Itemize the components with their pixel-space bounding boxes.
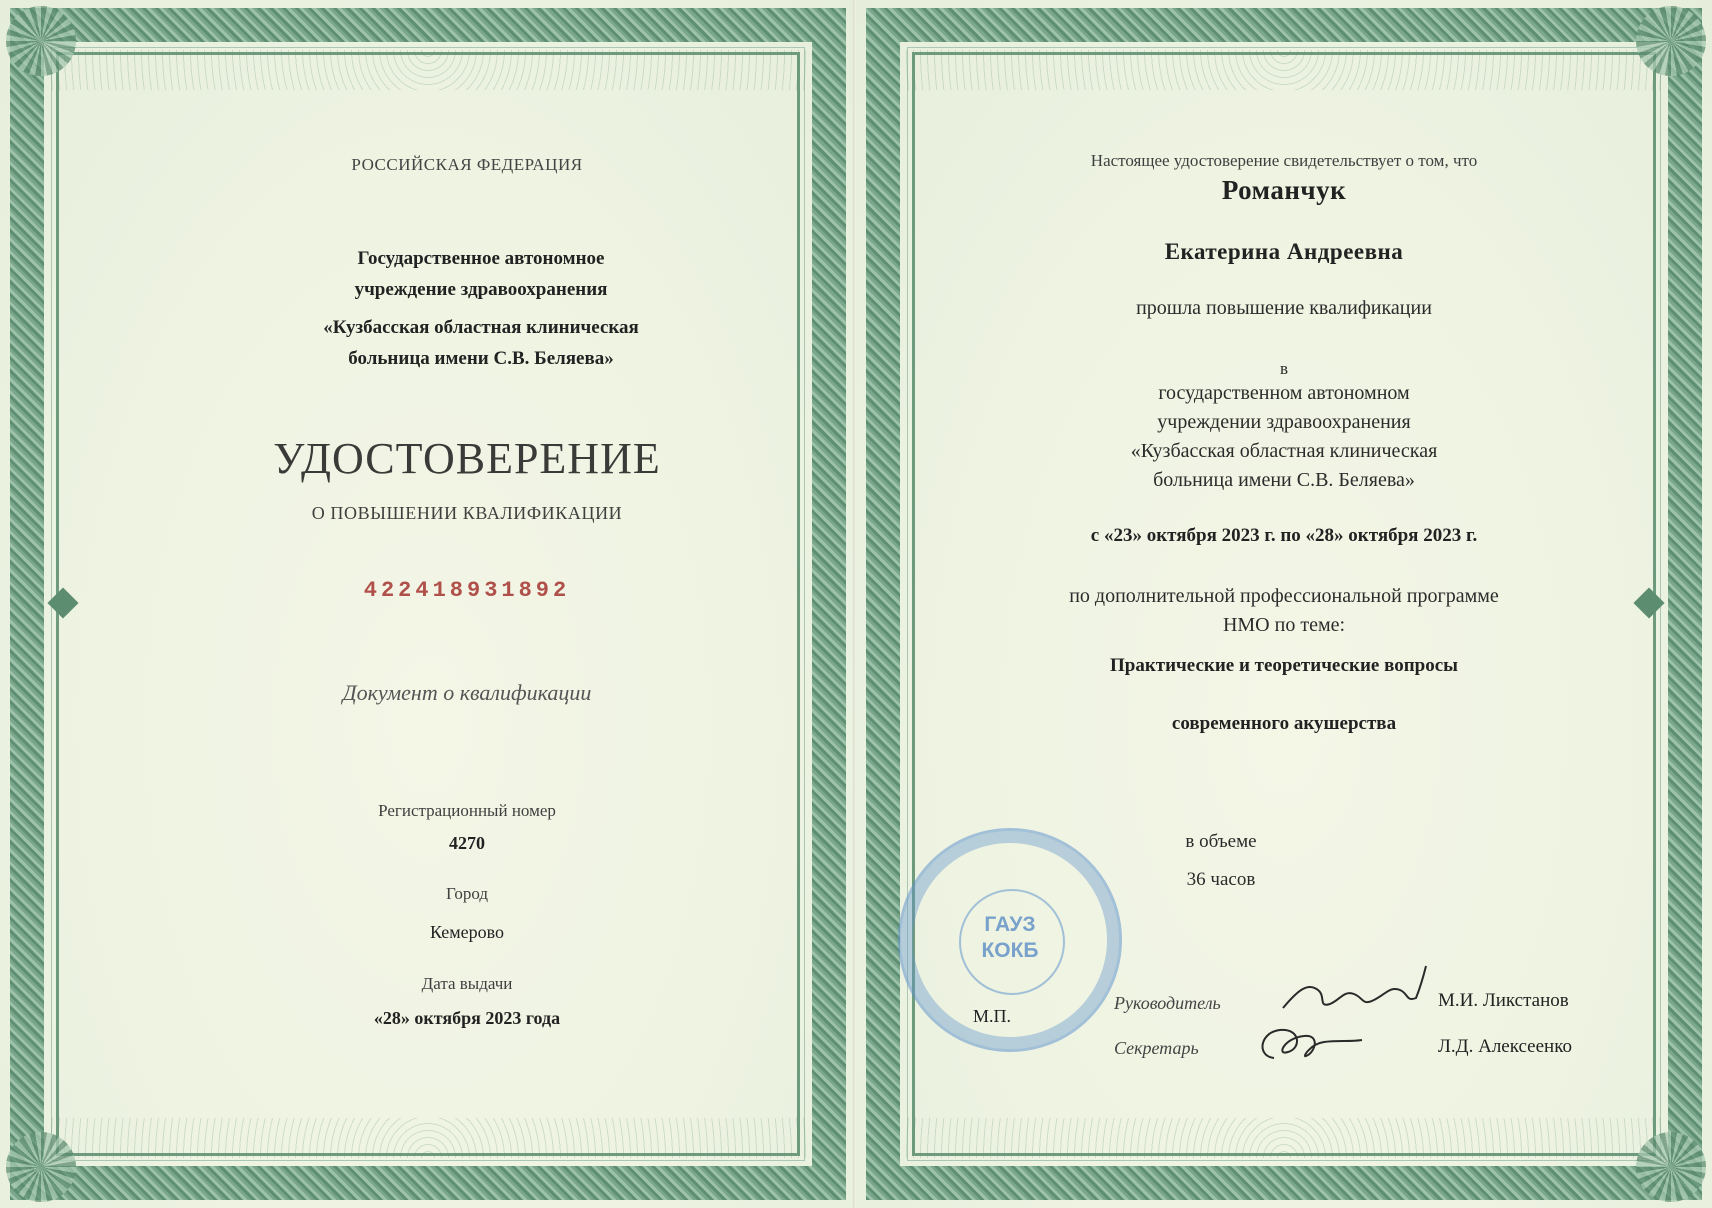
document-subtitle: О ПОВЫШЕНИИ КВАЛИФИКАЦИИ [311,503,623,523]
stamp-abbr-2: КОКБ [981,939,1039,962]
corner-ornament [6,6,76,76]
head-signature [1278,960,1428,1020]
issue-date: «28» октября 2023 года [373,1008,561,1028]
institution-line-3: «Кузбасская областная клиническая [1130,440,1438,462]
head-name: М.И. Ликстанов [1438,990,1569,1011]
secretary-label: Секретарь [1114,1038,1199,1058]
registration-label: Регистрационный номер [378,801,556,820]
city-value: Кемерово [429,922,505,942]
course-period: с «23» октября 2023 г. по «28» октября 2023 г. [1090,525,1478,546]
issue-date-label: Дата выдачи [421,974,513,993]
institution-line-2: учреждении здравоохранения [1157,411,1411,433]
guilloche-top [902,50,1666,90]
org-line-2: учреждение здравоохранения [354,279,608,300]
intro-text: Настоящее удостоверение свидетельствует о том, что [1090,151,1478,170]
program-line-1: по дополнительной профессиональной программе [1069,585,1499,607]
volume-value: 36 часов [1186,869,1256,890]
document-title: УДОСТОВЕРЕНИЕ [273,434,661,483]
org-line-4: больница имени С.В. Беляева» [348,348,614,369]
head-label: Руководитель [1114,993,1221,1013]
secretary-signature [1254,1018,1364,1068]
holder-given-names: Екатерина Андреевна [1164,239,1404,264]
document-type: Документ о квалификации [342,680,592,705]
stamp-place: М.П. [973,1006,1012,1026]
institution-line-1: государственном автономном [1158,382,1410,404]
topic-line-2: современного акушерства [1171,713,1397,734]
program-line-2: НМО по теме: [1222,614,1346,636]
guilloche-top [46,50,810,90]
stamp-abbr-1: ГАУЗ [984,913,1036,936]
completion-text: прошла повышение квалификации [1136,297,1432,319]
volume-label: в объеме [1185,831,1257,852]
guilloche-bottom [46,1118,810,1158]
topic-line-1: Практические и теоретические вопросы [1109,655,1458,676]
corner-ornament [6,1132,76,1202]
in-text: в [1279,359,1289,378]
org-line-3: «Кузбасская областная клиническая [323,317,639,338]
country-name: РОССИЙСКАЯ ФЕДЕРАЦИЯ [351,155,583,174]
holder-surname: Романчук [1221,175,1347,205]
institution-line-4: больница имени С.В. Беляева» [1153,469,1415,491]
org-line-1: Государственное автономное [357,248,605,269]
guilloche-bottom [902,1118,1666,1158]
city-label: Город [446,884,488,903]
registration-number: 4270 [449,833,485,853]
serial-number: 422418931892 [363,578,571,603]
corner-ornament [1636,6,1706,76]
corner-ornament [1636,1132,1706,1202]
secretary-name: Л.Д. Алексеенко [1438,1036,1572,1057]
